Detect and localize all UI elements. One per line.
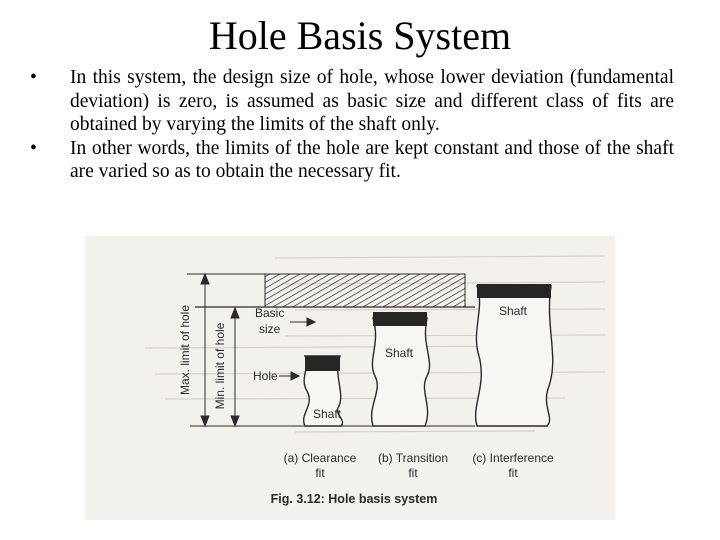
slide-title: Hole Basis System [208,13,512,58]
shaft-c-label: Shaft [499,304,528,318]
shaft-c-tolerance [477,284,551,298]
figure-caption: Fig. 3.12: Hole basis system [270,492,438,506]
fit-a-line1: (a) Clearance [283,451,357,465]
shaft-b-tolerance [373,312,427,326]
fit-c-line1: (c) Interference [472,451,554,465]
hole-tolerance-zone [265,274,465,307]
bullet-item [30,137,674,184]
basic-size-label-line1: Basic [255,306,285,320]
shaft-a-tolerance [305,356,340,371]
fit-a-line2: fit [315,466,325,480]
hole-label: Hole [253,369,278,383]
bullet-text: In other words, the limits of the hole are kept constant and those of the shaft are varied so as to obtain the necessary fit. [70,137,674,182]
bullet-item [30,66,674,137]
shaft-b-label: Shaft [385,346,414,360]
fit-b-line1: (b) Transition [377,451,449,465]
min-limit-label: Min. limit of hole [213,322,227,410]
shaft-a-label: Shaft [313,407,342,421]
max-limit-label: Max. limit of hole [178,304,192,396]
shaft-b-body [372,318,430,426]
bullet-marker: • [30,137,37,159]
figure-drawing [85,236,615,520]
basic-size-label-line2: size [259,322,281,336]
fit-b-line2: fit [408,466,418,480]
bullet-text: In this system, the design size of hole, whose lower deviation (fundamental deviation) is zero, is assumed as basic size and different class of fits are obtained by varying the limits of the shaft only. [70,67,674,135]
hole-basis-figure [85,236,615,520]
bullet-list [30,66,674,184]
bullet-marker: • [30,67,37,88]
fit-c-line2: fit [508,466,518,480]
